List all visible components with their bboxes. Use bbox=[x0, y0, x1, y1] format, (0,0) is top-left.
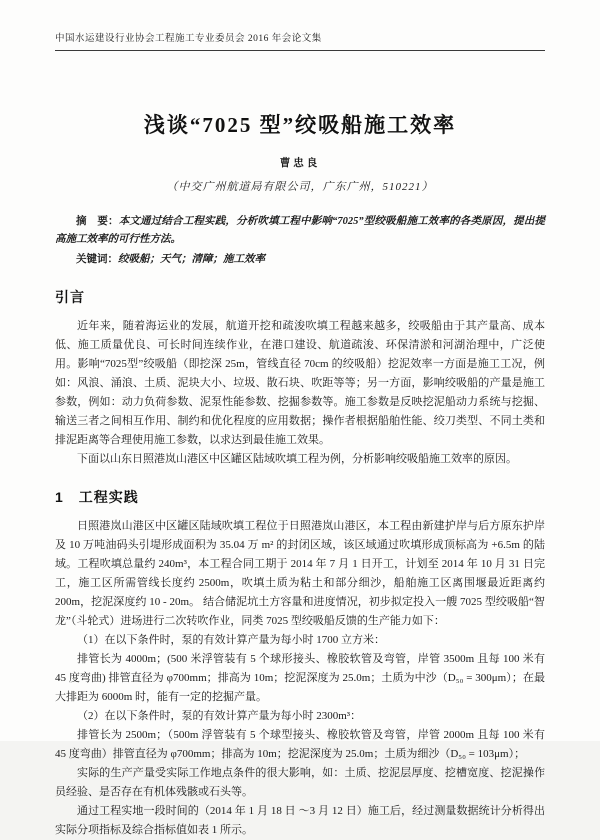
author-affiliation: （中交广州航道局有限公司，广东广州，510221） bbox=[166, 181, 434, 193]
section1-paragraph-4: （2）在以下条件时，泵的有效计算产量为每小时 2300m³： bbox=[77, 710, 362, 722]
section1-paragraph-7: 通过工程实地一段时间的（2014 年 1 月 18 日 ～3 月 12 日）施工后，经过测量数据统计分析得出实际分项指标及综合指标值如表 1 所示。 bbox=[55, 805, 545, 836]
intro-paragraph-2: 下面以山东日照港岚山港区中区罐区陆域吹填工程为例，分析影响绞吸船施工效率的原因。 bbox=[77, 453, 517, 465]
intro-paragraph-1: 近年来，随着海运业的发展，航道开挖和疏浚吹填工程越来越多，绞吸船由于其产量高、成本低、施工质量优良、可长时间连续作业，在港口建设、航道疏浚、环保清淤和河湖治理中，广泛使用。影响“7025型”绞吸船（即挖深 25m，管线直径 70cm 的绞吸船）挖泥效率一方面是施工工况，例如：风浪、涌浪、土质、泥块大小、垃圾、散石块、吹距等等；另一方面，影响绞吸船的产量是施工参数，例如：动力负荷参数、泥泵性能参数、挖掘参数等。施工参数是反映挖泥船动力系统与挖掘、输送三者之间相互作用、制约和优化程度的应用数据；操作者根据船舶性能、绞刀类型、不同土类和排泥距离等合理使用施工参数，以求达到最佳施工效果。 bbox=[55, 320, 545, 446]
running-header: 中国水运建设行业协会工程施工专业委员会 2016 年会论文集 bbox=[55, 34, 322, 44]
abstract-paragraph bbox=[55, 212, 545, 249]
section-heading-intro: 引言 bbox=[55, 289, 85, 305]
section1-paragraph-5: 排管长为 2500m；（500m 浮管装有 5 个球型接头、橡胶软管及弯管，岸管 2000m 且每 100 米有 45 度弯曲）排管直径为 φ700mm；排高为 10m；挖泥深度为 25.0m；土质为细沙（D₅₀ = 103μm）； bbox=[55, 729, 545, 760]
section1-paragraph-2: （1）在以下条件时，泵的有效计算产量为每小时 1700 立方米： bbox=[77, 634, 385, 646]
abstract-block bbox=[55, 212, 545, 269]
keywords-label: 关键词： bbox=[76, 253, 118, 265]
section-heading-1: 1 工程实践 bbox=[55, 489, 139, 505]
abstract-text: 本文通过结合工程实践，分析吹填工程中影响“7025”型绞吸船施工效率的各类原因，提出提高施工效率的可行性方法。 bbox=[55, 216, 546, 245]
header-rule bbox=[55, 50, 545, 51]
keywords-text: 绞吸船；天气；清障；施工效率 bbox=[118, 254, 265, 265]
author-name: 曹忠良 bbox=[279, 158, 321, 169]
abstract-label: 摘 要： bbox=[76, 215, 119, 227]
section1-paragraph-3: 排管长为 4000m；(500 米浮管装有 5 个球形接头、橡胶软管及弯管，岸管 3500m 且每 100 米有 45 度弯曲) 排管直径为 φ700mm；排高为 10m；挖泥深度为 25.0m；土质为中沙（D₅₀ = 300μm）；在最大排距为 6000m 时，能有一定的挖掘产量。 bbox=[55, 653, 545, 703]
paper-title: 浅谈“7025 型”绞吸船施工效率 bbox=[143, 113, 457, 137]
keywords-paragraph bbox=[55, 250, 545, 269]
section1-paragraph-6: 实际的生产产量受实际工作地点条件的很大影响，如：土质、挖泥层厚度、挖槽宽度、挖泥操作员经验、是否存在有机体残骸或石头等。 bbox=[55, 767, 545, 798]
section1-paragraph-1: 日照港岚山港区中区罐区陆域吹填工程位于日照港岚山港区，本工程由新建护岸与后方原东护岸及 10 万吨油码头引堤形成面积为 35.04 万 m² 的封闭区域，该区域通过吹填形成顶标高为 +6.5m 的陆域。工程吹填总量约 240m³，本工程合同工期于 2014 年 7 月 1 日开工，计划至 2014 年 10 月 31 日完工，施工区所需管线长度约 2500m，吹填土质为粘土和部分细沙，船舶施工区离围堰最近距离约 200m，挖泥深度约 10 - 20m。 结合储泥坑土方容量和进度情况，初步拟定投入一艘 7025 型绞吸船“智龙”（斗轮式）进场进行二次转吹作业，同类 7025 型绞吸船反馈的生产能力如下： bbox=[55, 520, 545, 627]
